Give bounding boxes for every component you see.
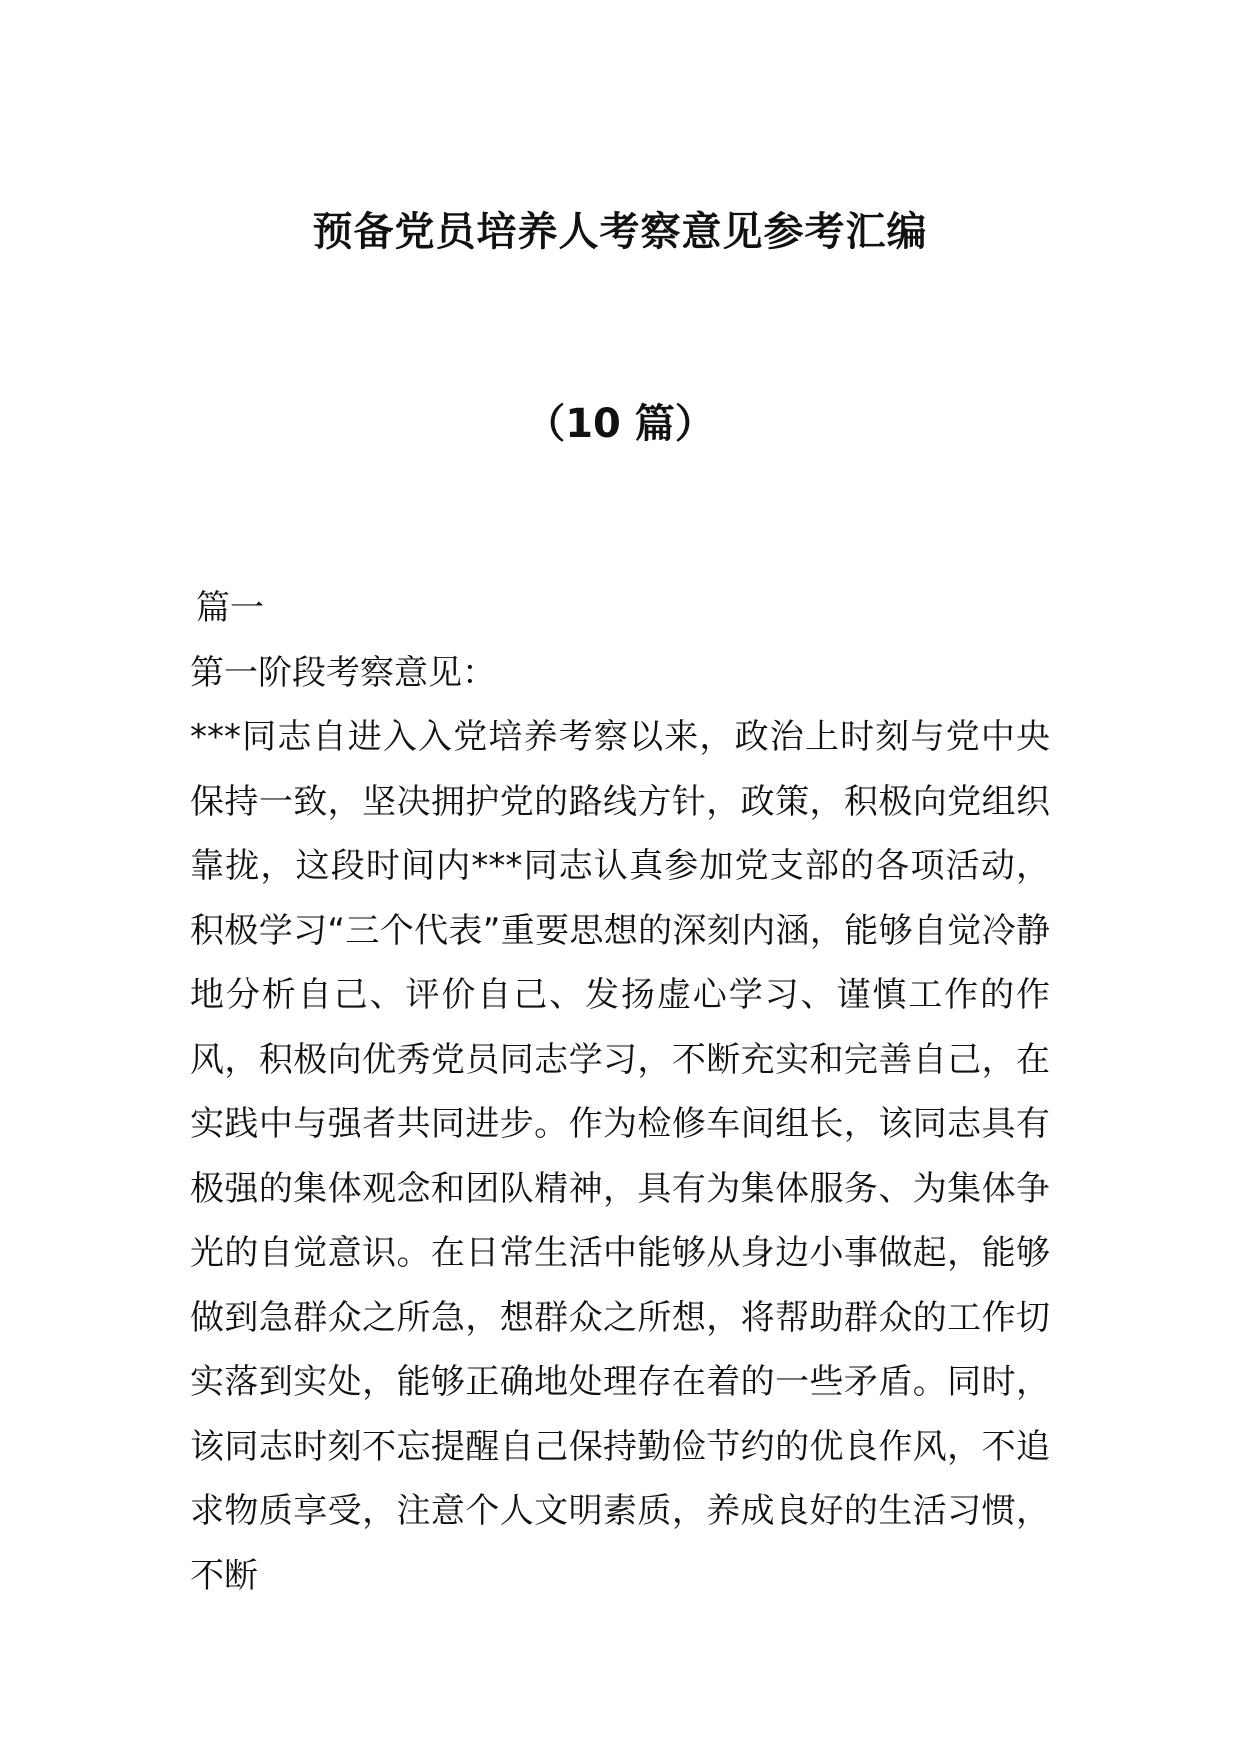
stage-label: 第一阶段考察意见： [190,652,496,693]
section-label: 篇一 [196,588,264,628]
document-body [190,576,1050,1608]
document-title: 预备党员培养人考察意见参考汇编 [312,209,928,255]
document-subtitle: （10 篇） [525,401,715,447]
body-paragraph: ***同志自进入入党培养考察以来，政治上时刻与党中央保持一致，坚决拥护党的路线方针，政策，积极向党组织靠拢，这段时间内***同志认真参加党支部的各项活动，积极学习“三个代表”重要思想的深刻内涵，能够自觉冷静地分析自己、评价自己、发扬虚心学习、谨慎工作的作风，积极向优秀党员同志学习，不断充实和完善自己，在实践中与强者共同进步。作为检修车间组长，该同志具有极强的集体观念和团队精神，具有为集体服务、为集体争光的自觉意识。在日常生活中能够从身边小事做起，能够做到急群众之所急，想群众之所想，将帮助群众的工作切实落到实处，能够正确地处理存在着的一些矛盾。同时，该同志时刻不忘提醒自己保持勤俭节约的优良作风，不追求物质享受，注意个人文明素质，养成良好的生活习惯，不断 [190,717,1050,1596]
